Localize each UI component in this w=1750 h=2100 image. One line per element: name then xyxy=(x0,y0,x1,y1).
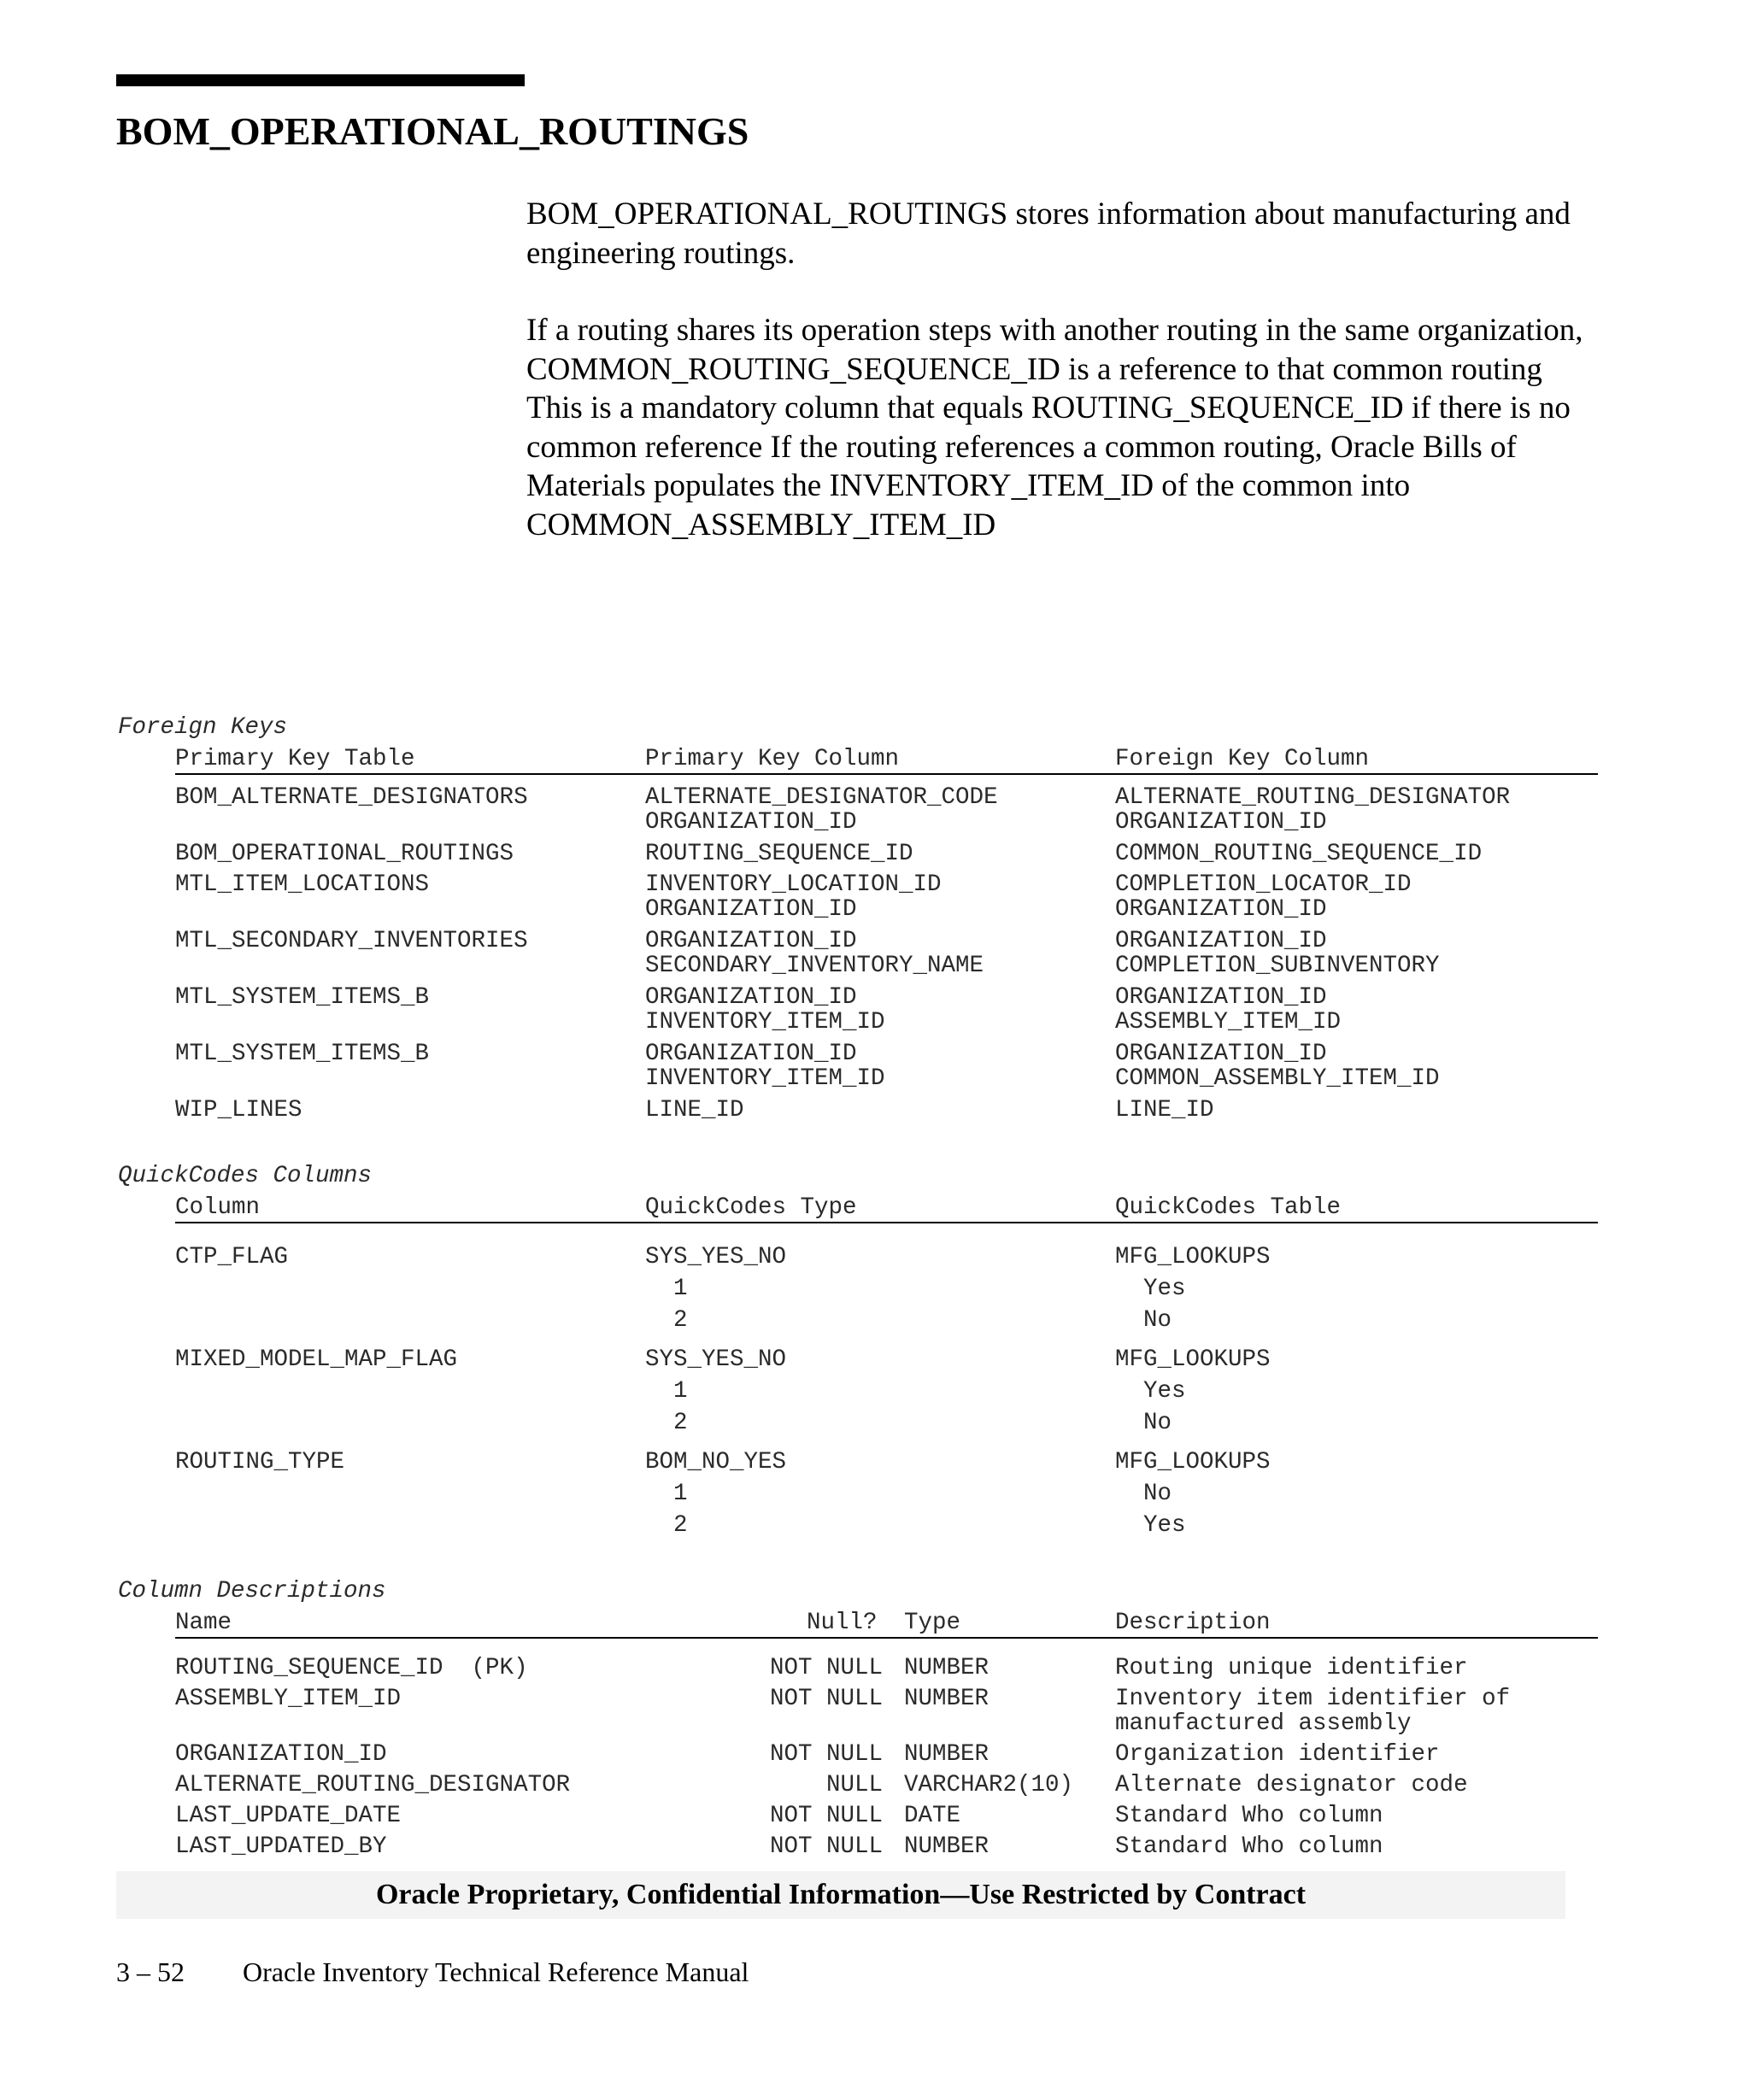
qc-row-2-table: MFG_LOOKUPS Yes No xyxy=(1115,1346,1271,1436)
section-top-rule xyxy=(116,74,525,86)
fk-row-2-fk-column: COMMON_ROUTING_SEQUENCE_ID xyxy=(1115,841,1483,867)
cd-row-1-name: ROUTING_SEQUENCE_ID (PK) xyxy=(175,1655,528,1681)
intro-text-2: If a routing shares its operation steps with another routing in the same organization, COMMON_ROUTING_SEQUENCE_ID is a reference to that common routing This is a mandatory column that equals ROUTING_SEQUENCE_ID if there is no common reference If the routing references a common routing, Oracle Bills of Materials populates the INVENTORY_ITEM_ID of the common into COMMON_ASSEMBLY_ITEM_ID xyxy=(526,313,1583,543)
cd-row-1-null: NOT NULL xyxy=(769,1655,883,1681)
cd-row-5-null: NOT NULL xyxy=(769,1803,883,1829)
fk-row-4-pk-table: MTL_SECONDARY_INVENTORIES xyxy=(175,928,528,954)
qc-row-3-column: ROUTING_TYPE xyxy=(175,1449,345,1475)
intro-text-1: BOM_OPERATIONAL_ROUTINGS stores information about manufacturing and engineering routings. xyxy=(526,197,1571,271)
fk-row-3-fk-column: COMPLETION_LOCATOR_ID ORGANIZATION_ID xyxy=(1115,871,1412,923)
cd-header-null: Null? xyxy=(807,1610,878,1636)
cd-header-name: Name xyxy=(175,1610,232,1636)
cd-row-3-name: ORGANIZATION_ID xyxy=(175,1741,387,1768)
cd-row-6-name: LAST_UPDATED_BY xyxy=(175,1833,387,1860)
cd-row-3-null: NOT NULL xyxy=(769,1741,883,1768)
fk-row-2-pk-column: ROUTING_SEQUENCE_ID xyxy=(645,841,913,867)
fk-row-5-pk-column: ORGANIZATION_ID INVENTORY_ITEM_ID xyxy=(645,984,885,1035)
fk-row-7-pk-column: LINE_ID xyxy=(645,1097,744,1123)
cd-header-type: Type xyxy=(904,1610,961,1636)
fk-row-1-fk-column: ALTERNATE_ROUTING_DESIGNATOR ORGANIZATION_ID xyxy=(1115,784,1511,836)
page-number: 3 – 52 xyxy=(116,1956,185,1987)
fk-row-3-pk-table: MTL_ITEM_LOCATIONS xyxy=(175,871,430,898)
fk-row-5-fk-column: ORGANIZATION_ID ASSEMBLY_ITEM_ID xyxy=(1115,984,1342,1035)
cd-row-4-name: ALTERNATE_ROUTING_DESIGNATOR xyxy=(175,1772,571,1798)
confidential-banner: Oracle Proprietary, Confidential Information––Use Restricted by Contract xyxy=(116,1871,1565,1919)
foreign-keys-heading: Foreign Keys xyxy=(118,714,288,741)
fk-row-6-pk-column: ORGANIZATION_ID INVENTORY_ITEM_ID xyxy=(645,1041,885,1092)
qc-row-2-column: MIXED_MODEL_MAP_FLAG xyxy=(175,1346,458,1373)
cd-row-2-null: NOT NULL xyxy=(769,1686,883,1712)
qc-header-rule xyxy=(175,1222,1598,1223)
fk-row-7-fk-column: LINE_ID xyxy=(1115,1097,1214,1123)
qc-row-3-type: BOM_NO_YES 1 2 xyxy=(645,1449,787,1539)
quickcodes-heading: QuickCodes Columns xyxy=(118,1163,373,1189)
fk-row-3-pk-column: INVENTORY_LOCATION_ID ORGANIZATION_ID xyxy=(645,871,942,923)
cd-row-4-type: VARCHAR2(10) xyxy=(904,1772,1074,1798)
qc-header-table: QuickCodes Table xyxy=(1115,1194,1342,1221)
cd-row-5-description: Standard Who column xyxy=(1115,1803,1383,1829)
fk-header-pk-column: Primary Key Column xyxy=(645,746,900,772)
cd-header-description: Description xyxy=(1115,1610,1271,1636)
qc-row-1-type: SYS_YES_NO 1 2 xyxy=(645,1244,787,1334)
qc-row-2-type: SYS_YES_NO 1 2 xyxy=(645,1346,787,1436)
fk-row-6-fk-column: ORGANIZATION_ID COMMON_ASSEMBLY_ITEM_ID xyxy=(1115,1041,1440,1092)
qc-row-1-table: MFG_LOOKUPS Yes No xyxy=(1115,1244,1271,1334)
cd-row-6-description: Standard Who column xyxy=(1115,1833,1383,1860)
column-descriptions-heading: Column Descriptions xyxy=(118,1578,386,1604)
cd-row-4-null: NULL xyxy=(825,1772,883,1798)
cd-row-2-description: Inventory item identifier of manufactured assembly xyxy=(1115,1686,1511,1737)
fk-row-1-pk-column: ALTERNATE_DESIGNATOR_CODE ORGANIZATION_ID xyxy=(645,784,998,836)
fk-row-6-pk-table: MTL_SYSTEM_ITEMS_B xyxy=(175,1041,430,1067)
qc-row-3-table: MFG_LOOKUPS No Yes xyxy=(1115,1449,1271,1539)
fk-row-1-pk-table: BOM_ALTERNATE_DESIGNATORS xyxy=(175,784,528,811)
cd-row-5-name: LAST_UPDATE_DATE xyxy=(175,1803,402,1829)
cd-row-2-type: NUMBER xyxy=(904,1686,990,1712)
fk-row-2-pk-table: BOM_OPERATIONAL_ROUTINGS xyxy=(175,841,514,867)
cd-row-6-type: NUMBER xyxy=(904,1833,990,1860)
cd-row-4-description: Alternate designator code xyxy=(1115,1772,1468,1798)
cd-row-1-description: Routing unique identifier xyxy=(1115,1655,1468,1681)
fk-row-5-pk-table: MTL_SYSTEM_ITEMS_B xyxy=(175,984,430,1011)
fk-row-7-pk-table: WIP_LINES xyxy=(175,1097,302,1123)
cd-row-2-name: ASSEMBLY_ITEM_ID xyxy=(175,1686,402,1712)
cd-row-5-type: DATE xyxy=(904,1803,961,1829)
cd-row-6-null: NOT NULL xyxy=(769,1833,883,1860)
fk-row-4-pk-column: ORGANIZATION_ID SECONDARY_INVENTORY_NAME xyxy=(645,928,984,979)
manual-title: Oracle Inventory Technical Reference Manual xyxy=(243,1956,749,1987)
cd-row-3-type: NUMBER xyxy=(904,1741,990,1768)
cd-row-3-description: Organization identifier xyxy=(1115,1741,1440,1768)
page-title: BOM_OPERATIONAL_ROUTINGS xyxy=(116,109,749,153)
qc-header-type: QuickCodes Type xyxy=(645,1194,857,1221)
cd-header-rule xyxy=(175,1637,1598,1639)
fk-header-pk-table: Primary Key Table xyxy=(175,746,415,772)
cd-row-1-type: NUMBER xyxy=(904,1655,990,1681)
qc-header-column: Column xyxy=(175,1194,261,1221)
fk-header-rule xyxy=(175,773,1598,775)
fk-row-4-fk-column: ORGANIZATION_ID COMPLETION_SUBINVENTORY xyxy=(1115,928,1440,979)
qc-row-1-column: CTP_FLAG xyxy=(175,1244,289,1270)
fk-header-fk-column: Foreign Key Column xyxy=(1115,746,1370,772)
intro-paragraph-2 xyxy=(526,311,1586,544)
intro-paragraph-1 xyxy=(526,195,1586,273)
